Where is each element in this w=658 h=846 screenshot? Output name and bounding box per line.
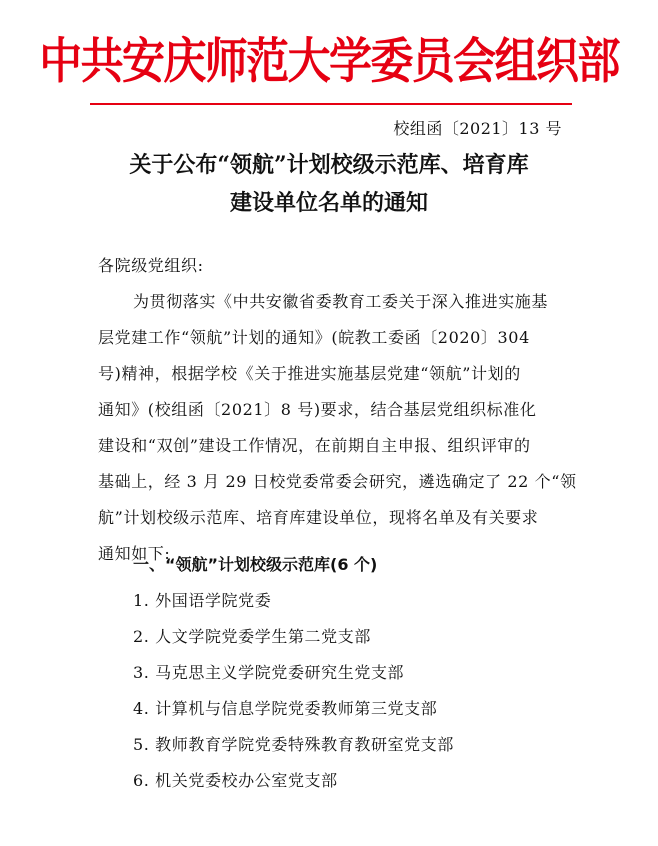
paragraph-line: 通知如下: <box>98 544 171 563</box>
list-item: 6. 机关党委校办公室党支部 <box>133 771 338 790</box>
notice-title-line-1: 关于公布“领航”计划校级示范库、培育库 <box>129 152 529 178</box>
paragraph-line: 基础上，经 3 月 29 日校党委常委会研究，遴选确定了 22 个“领 <box>98 472 577 491</box>
paragraph-line: 建设和“双创”建设工作情况，在前期自主申报、组织评审的 <box>98 436 531 455</box>
list-item: 5. 教师教育学院党委特殊教育教研室党支部 <box>133 735 454 754</box>
issuing-organization-header: 中共安庆师范大学委员会组织部 <box>39 33 619 90</box>
list-item: 2. 人文学院党委学生第二党支部 <box>133 627 371 646</box>
list-item: 3. 马克思主义学院党委研究生党支部 <box>133 663 405 682</box>
list-item: 4. 计算机与信息学院党委教师第三党支部 <box>133 699 438 718</box>
paragraph-line: 通知》(校组函〔2021〕8 号)要求，结合基层党组织标准化 <box>98 400 537 419</box>
document-number: 校组函〔2021〕13 号 <box>393 119 562 138</box>
paragraph-line: 号)精神，根据学校《关于推进实施基层党建“领航”计划的 <box>98 364 521 383</box>
salutation: 各院级党组织: <box>98 256 204 275</box>
list-item: 1. 外国语学院党委 <box>133 591 272 610</box>
paragraph-line: 为贯彻落实《中共安徽省委教育工委关于深入推进实施基 <box>133 292 549 311</box>
red-divider-line <box>90 103 572 105</box>
paragraph-line: 层党建工作“领航”计划的通知》(皖教工委函〔2020〕304 <box>98 328 530 347</box>
notice-title-line-2: 建设单位名单的通知 <box>229 190 428 216</box>
paragraph-line: 航”计划校级示范库、培育库建设单位，现将名单及有关要求 <box>98 508 539 527</box>
section-heading: 一、“领航”计划校级示范库(6 个) <box>133 555 378 574</box>
